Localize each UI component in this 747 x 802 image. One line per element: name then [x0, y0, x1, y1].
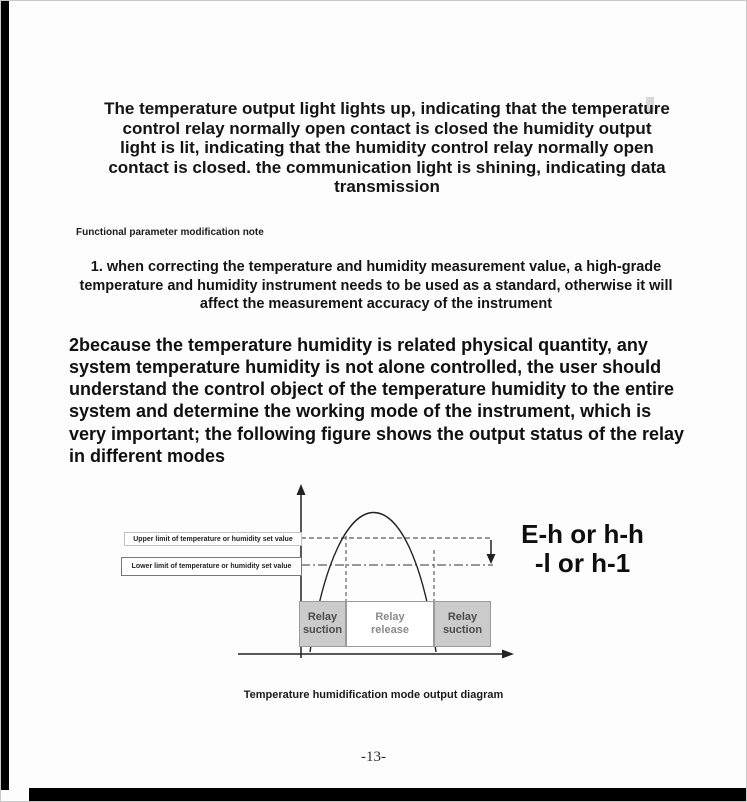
relay-box-label: Relay release	[371, 611, 409, 636]
figure-caption: Temperature humidification mode output diagram	[243, 689, 504, 701]
hysteresis-mode-text	[500, 520, 665, 578]
working-mode-paragraph: 2because the temperature humidity is related physical quantity, any system temperature humidity is not alone controlled, the user should understand the control object of the temperature humidity to the entire system and determine the working mode of the instrument, which is very important; the following figure shows the output status of the relay in different modes	[69, 335, 685, 466]
indicator-lights-paragraph: The temperature output light lights up, indicating that the temperature control relay normally open contact is closed the humidity output light is lit, indicating that the humidity control relay normally open contact is closed. the communication light is shining, indicating data transmission	[104, 99, 670, 197]
diagram-axes-and-curve	[116, 484, 676, 684]
y-axis-arrowhead-icon	[297, 484, 306, 495]
upper-limit-label: Upper limit of temperature or humidity set value	[124, 532, 302, 546]
section-heading: Functional parameter modification note	[76, 227, 264, 238]
hysteresis-mode-text-line1: E-h or h-h	[521, 519, 644, 549]
relay-box-label: Relay suction	[442, 611, 483, 636]
hysteresis-arrowhead-icon	[487, 554, 496, 564]
relay-output-diagram	[116, 484, 676, 684]
x-axis-arrowhead-icon	[502, 650, 514, 659]
page-number: -13-	[361, 749, 386, 765]
scan-binding-left-bar	[1, 1, 9, 790]
relay-suction-box-1	[299, 601, 346, 647]
lower-limit-label: Lower limit of temperature or humidity set value	[121, 557, 302, 576]
scan-binding-bottom-bar	[29, 788, 746, 801]
relay-box-label: Relay suction	[302, 611, 343, 636]
relay-suction-box-2	[434, 601, 491, 647]
hysteresis-mode-text-line2: -l or h-1	[534, 548, 631, 579]
calibration-note-paragraph: 1. when correcting the temperature and humidity measurement value, a high-grade temperature and humidity instrument needs to be used as a standard, otherwise it will affect the measurement accuracy of the instrument	[79, 259, 673, 313]
relay-release-box	[346, 601, 434, 647]
